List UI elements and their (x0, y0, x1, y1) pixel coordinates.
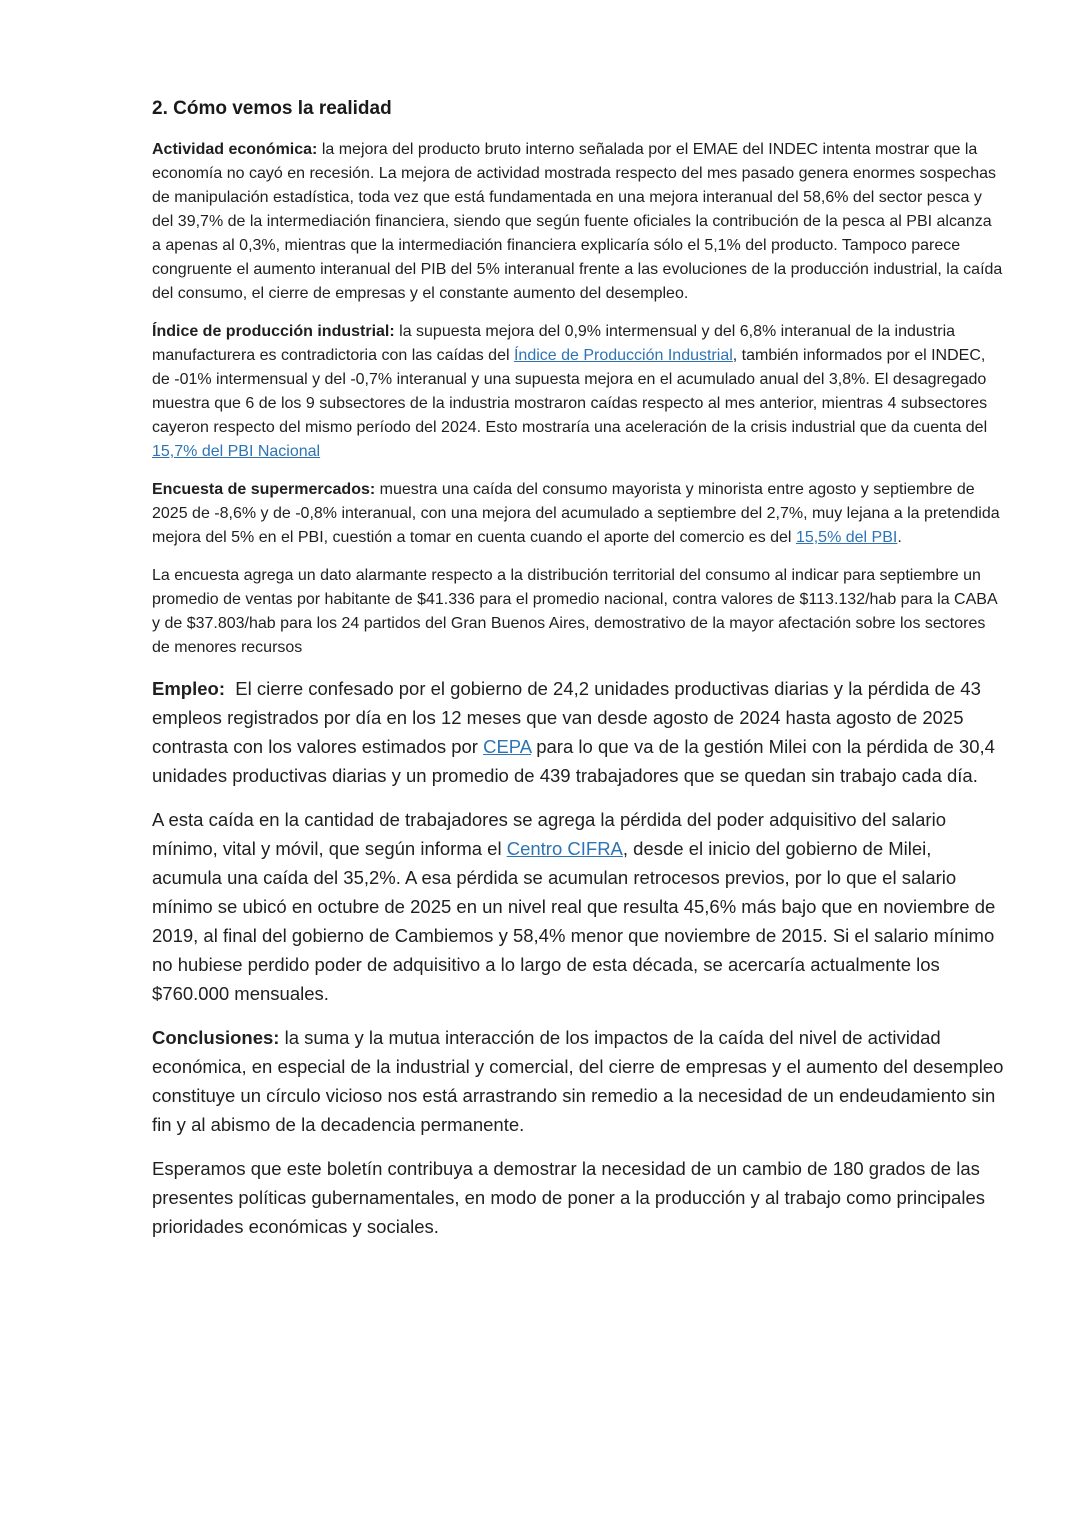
paragraph-conclusiones (152, 1023, 1009, 1139)
paragraph-text: la mejora del producto bruto interno señalada por el EMAE del INDEC intenta mostrar que la economía no cayó en recesión. La mejora de actividad mostrada respecto del mes pasado genera enormes sospechas de manipulación estadística, toda vez que está fundamentada en una mejora interanual del 58,6% del sector pesca y del 39,7% de la intermediación financiera, siendo que según fuente oficiales la contribución de la pesca al PBI alcanza a apenas al 0,3%, mientras que la intermediación financiera explicaría sólo el 5,1% del producto. Tampoco parece congruente el aumento interanual del PIB del 5% interanual frente a las evoluciones de la producción industrial, la caída del consumo, el cierre de empresas y el constante aumento del desempleo. (152, 141, 1007, 302)
paragraph-lead-in: Índice de producción industrial: (152, 323, 395, 340)
paragraph-lead-in: Empleo: (152, 678, 225, 699)
paragraph-text: , también informados por el INDEC, de -01% intermensual y del -0,7% interanual y una supuesta mejora en el acumulado anual del 3,8%. El desagregado muestra que 6 de los 9 subsectores de la industria mostraron caídas respecto al mes anterior, mientras 4 subsectores cayeron respecto del mismo período del 2024. Esto mostraría una aceleración de la crisis industrial que da cuenta del (152, 347, 992, 436)
paragraph-actividad-economica (152, 138, 1007, 306)
page-title: 2. Cómo vemos la realidad (152, 98, 392, 119)
paragraph-text: . (897, 529, 902, 546)
paragraph-lead-in: Encuesta de supermercados: (152, 481, 376, 498)
paragraph-lead-in: Actividad económica: (152, 141, 318, 158)
paragraph-empleo (152, 674, 1004, 790)
paragraph-text: A esta caída en la cantidad de trabajadores se agrega la pérdida del poder adquisitivo del salario mínimo, vital y móvil, que según informa el (152, 809, 952, 859)
paragraph-text: muestra una caída del consumo mayorista y minorista entre agosto y septiembre de 2025 de -8,6% y de -0,8% interanual, con una mejora del acumulado a septiembre del 2,7%, muy lejana a la pretendida mejora del 5% en el PBI, cuestión a tomar en cuenta cuando el aporte del comercio es del (152, 481, 1005, 546)
hyperlink[interactable]: Centro CIFRA (506, 838, 623, 859)
paragraph-cierre-boletin (152, 1154, 1004, 1241)
document-page (152, 96, 1009, 1256)
paragraph-text: Esperamos que este boletín contribuya a demostrar la necesidad de un cambio de 180 grados de las presentes políticas gubernamentales, en modo de poner a la producción y al trabajo como principales prioridades económicas y sociales. (152, 1158, 991, 1237)
paragraph-text: para lo que va de la gestión Milei con la pérdida de 30,4 unidades productivas diarias y un promedio de 439 trabajadores que se quedan sin trabajo cada día. (152, 736, 1001, 786)
paragraph-text: la supuesta mejora del 0,9% intermensual y del 6,8% interanual de la industria manufacturera es contradictoria con las caídas del (152, 323, 960, 364)
paragraph-encuesta-distribucion-territorial (152, 564, 1004, 660)
hyperlink[interactable]: 15,7% del PBI Nacional (152, 443, 321, 460)
paragraph-text: El cierre confesado por el gobierno de 24,2 unidades productivas diarias y la pérdida de 43 empleos registrados por día en los 12 meses que van desde agosto de 2024 hasta agosto de 2025 contrasta con los valores estimados por (152, 678, 987, 757)
paragraph-indice-produccion-industrial (152, 320, 1004, 464)
paragraph-lead-in: Conclusiones: (152, 1027, 280, 1048)
document-body (152, 138, 1009, 1241)
hyperlink[interactable]: Índice de Producción Industrial (513, 347, 733, 364)
paragraph-text: la suma y la mutua interacción de los impactos de la caída del nivel de actividad económica, en especial de la industrial y comercial, del cierre de empresas y el aumento del desempleo constituye un círculo vicioso nos está arrastrando sin remedio a la necesidad de un endeudamiento sin fin y al abismo de la decadencia permanente. (152, 1027, 1009, 1135)
paragraph-salario-minimo (152, 805, 1004, 1008)
hyperlink[interactable]: 15,5% del PBI (795, 529, 898, 546)
paragraph-encuesta-supermercados (152, 478, 1004, 550)
paragraph-text: La encuesta agrega un dato alarmante respecto a la distribución territorial del consumo al indicar para septiembre un promedio de ventas por habitante de $41.336 para el promedio nacional, contra valores de $113.132/hab para la CABA y de $37.803/hab para los 24 partidos del Gran Buenos Aires, demostrativo de la mayor afectación sobre los sectores de menores recursos (152, 567, 1002, 656)
paragraph-text: , desde el inicio del gobierno de Milei, acumula una caída del 35,2%. A esa pérdida se acumulan retrocesos previos, por lo que el salario mínimo se ubicó en octubre de 2025 en un nivel real que resulta 45,6% más bajo que en noviembre de 2019, al final del gobierno de Cambiemos y 58,4% menor que noviembre de 2015. Si el salario mínimo no hubiese perdido poder de adquisitivo a lo largo de esta década, se acercaría actualmente los $760.000 mensuales. (152, 838, 1001, 1004)
hyperlink[interactable]: CEPA (483, 736, 532, 757)
